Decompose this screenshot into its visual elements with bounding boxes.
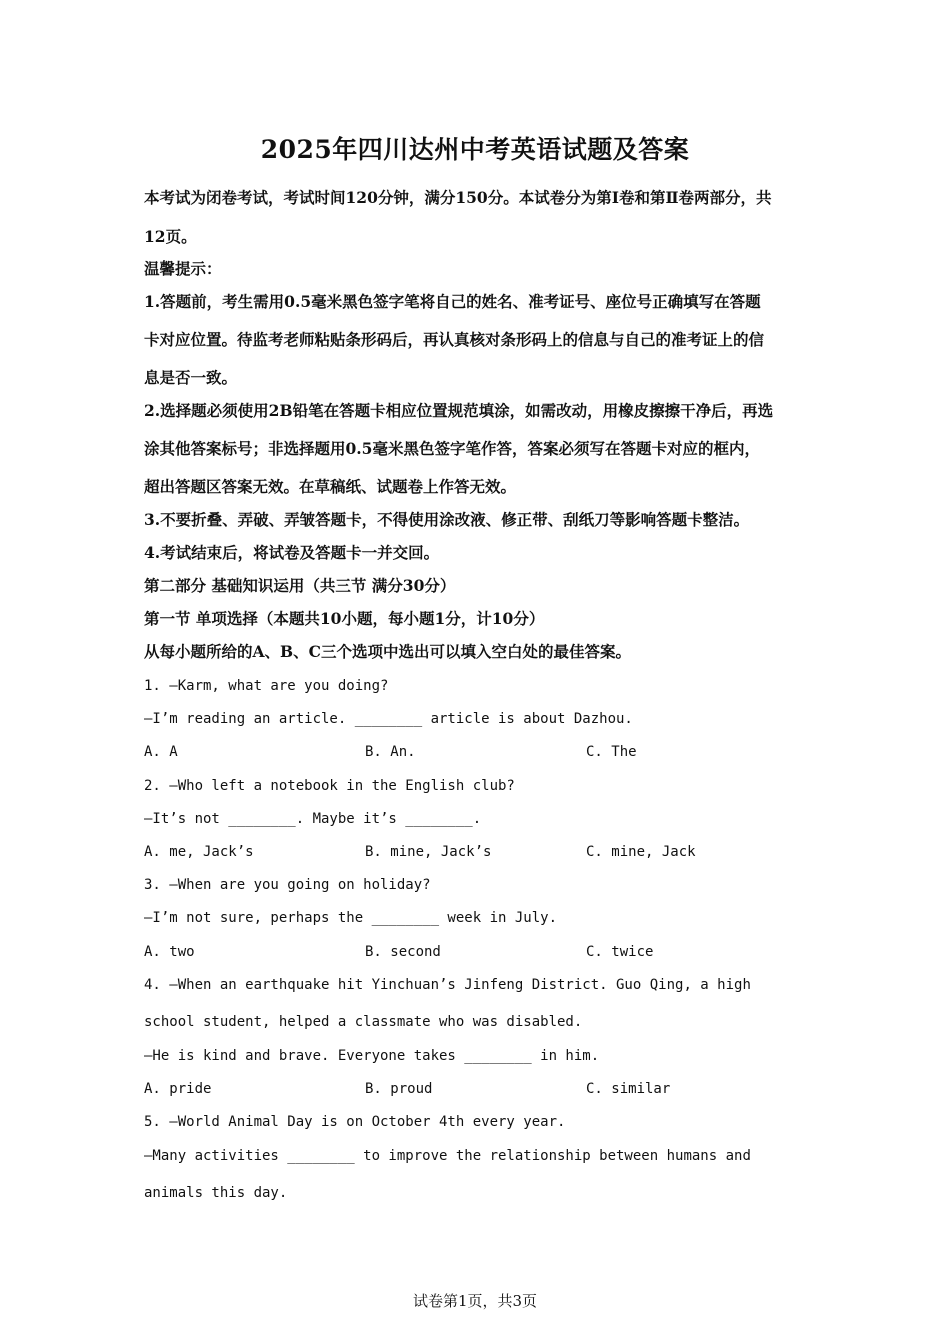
page-footer: 试卷第1页，共3页 bbox=[412, 1292, 538, 1310]
part-heading: 第二部分 基础知识运用（共三节 满分30分） bbox=[144, 576, 456, 595]
question-line: —I’m reading an article. ________ article is about Dazhou. bbox=[144, 711, 633, 727]
option-c: C. twice bbox=[586, 944, 654, 960]
question-line: 1. —Karm, what are you doing? bbox=[144, 678, 389, 694]
question-line: 4. —When an earthquake hit Yinchuan’s Jinfeng District. Guo Qing, a high bbox=[144, 977, 751, 993]
tip-line: 涂其他答案标号；非选择题用0.5毫米黑色签字笔作答，答案必须写在答题卡对应的框内， bbox=[144, 439, 760, 458]
tips-heading: 温馨提示： bbox=[144, 259, 222, 278]
option-a: A. pride bbox=[144, 1081, 212, 1097]
option-c: C. mine, Jack bbox=[586, 844, 696, 860]
question-line: —He is kind and brave. Everyone takes ________ in him. bbox=[144, 1048, 600, 1064]
question-line: 3. —When are you going on holiday? bbox=[144, 877, 431, 893]
tip-line: 4.考试结束后，将试卷及答题卡一并交回。 bbox=[144, 543, 440, 562]
question-line: —I’m not sure, perhaps the ________ week in July. bbox=[144, 910, 558, 926]
tip-line: 2.选择题必须使用2B铅笔在答题卡相应位置规范填涂，如需改动，用橡皮擦擦干净后，再选 bbox=[144, 401, 774, 420]
question-line: —It’s not ________. Maybe it’s ________. bbox=[144, 811, 482, 827]
option-c: C. The bbox=[586, 744, 637, 760]
question-line: school student, helped a classmate who was disabled. bbox=[144, 1014, 583, 1030]
intro-line: 12页。 bbox=[144, 227, 197, 246]
option-b: B. An. bbox=[365, 744, 416, 760]
option-a: A. A bbox=[144, 744, 178, 760]
tip-line: 超出答题区答案无效。在草稿纸、试题卷上作答无效。 bbox=[144, 477, 517, 496]
tip-line: 卡对应位置。待监考老师粘贴条形码后，再认真核对条形码上的信息与自己的准考证上的信 bbox=[144, 330, 765, 349]
option-c: C. similar bbox=[586, 1081, 671, 1097]
tip-line: 1.答题前，考生需用0.5毫米黑色签字笔将自己的姓名、准考证号、座位号正确填写在答题 bbox=[144, 292, 761, 311]
question-line: animals this day. bbox=[144, 1185, 288, 1201]
tip-line: 息是否一致。 bbox=[144, 368, 238, 387]
question-line: 2. —Who left a notebook in the English club? bbox=[144, 778, 515, 794]
page-title: 2025年四川达州中考英语试题及答案 bbox=[260, 135, 690, 164]
question-line: —Many activities ________ to improve the relationship between humans and bbox=[144, 1148, 751, 1164]
section-heading: 第一节 单项选择（本题共10小题，每小题1分，计10分） bbox=[144, 609, 545, 628]
option-b: B. proud bbox=[365, 1081, 433, 1097]
option-b: B. second bbox=[365, 944, 441, 960]
instruction: 从每小题所给的A、B、C三个选项中选出可以填入空白处的最佳答案。 bbox=[144, 642, 631, 661]
tip-line: 3.不要折叠、弄破、弄皱答题卡，不得使用涂改液、修正带、刮纸刀等影响答题卡整洁。 bbox=[144, 510, 750, 529]
option-a: A. me, Jack’s bbox=[144, 844, 254, 860]
intro-line: 本考试为闭卷考试，考试时间120分钟，满分150分。本试卷分为第Ⅰ卷和第Ⅱ卷两部分，共 bbox=[144, 188, 772, 207]
option-a: A. two bbox=[144, 944, 195, 960]
option-b: B. mine, Jack’s bbox=[365, 844, 492, 860]
question-line: 5. —World Animal Day is on October 4th every year. bbox=[144, 1114, 566, 1130]
